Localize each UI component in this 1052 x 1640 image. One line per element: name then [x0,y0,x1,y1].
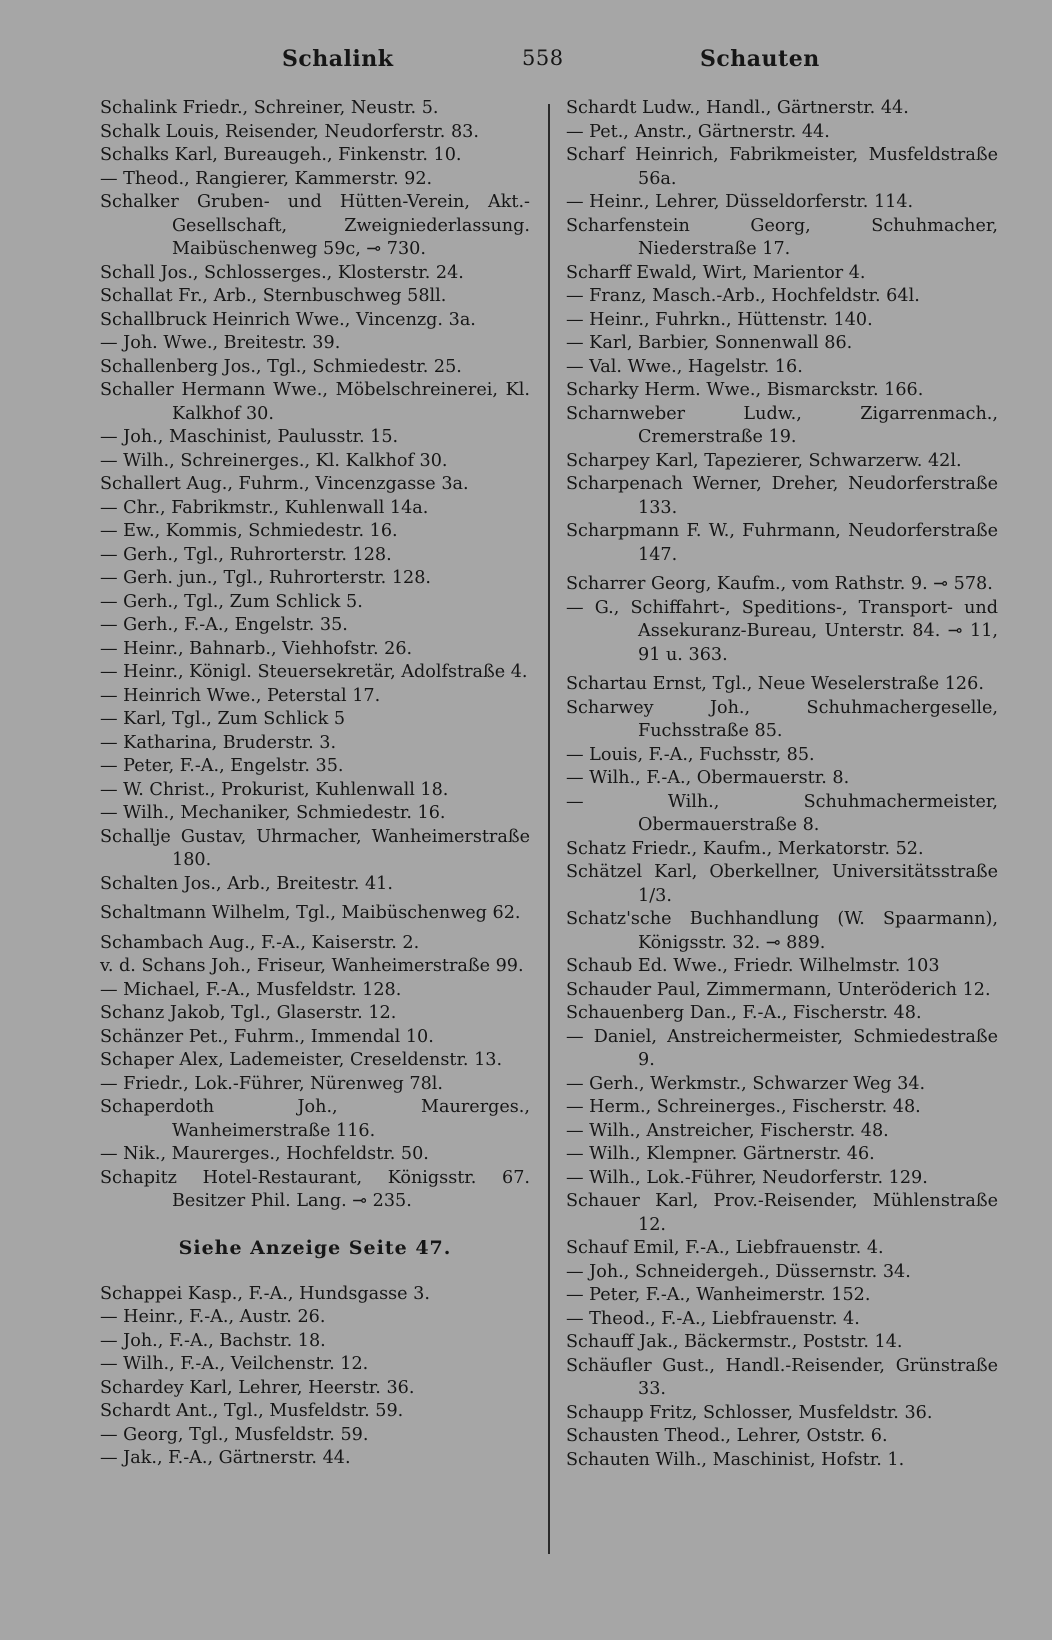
directory-entry: Schallje Gustav, Uhrmacher, Wanheimerstraße 180. [100,826,530,870]
directory-entry: Schambach Aug., F.-A., Kaiserstr. 2. [100,932,420,953]
directory-entry: Scharwey Joh., Schuhmachergeselle, Fuchsstraße 85. [566,697,998,741]
directory-entry: Schänzer Pet., Fuhrm., Immendal 10. [100,1026,434,1047]
directory-entry: Schallenberg Jos., Tgl., Schmiedestr. 25. [100,356,462,377]
directory-entry: — Jak., F.-A., Gärtnerstr. 44. [100,1448,351,1468]
directory-entry: Schauff Jak., Bäckermstr., Poststr. 14. [566,1332,903,1352]
directory-entry: Schalten Jos., Arb., Breitestr. 41. [100,873,393,894]
directory-entry: Scharf Heinrich, Fabrikmeister, Musfeldstraße 56a. [566,145,998,189]
directory-entry: — Heinr., Königl. Steuersekretär, Adolfstraße 4. [100,662,528,682]
directory-entry: Schauf Emil, F.-A., Liebfrauenstr. 4. [566,1238,884,1258]
directory-entry: Scharpmann F. W., Fuhrmann, Neudorferstraße 147. [566,521,998,565]
directory-entry: — Peter, F.-A., Wanheimerstr. 152. [566,1285,871,1305]
directory-entry: — Joh., Schneidergeh., Düssernstr. 34. [566,1261,911,1282]
directory-entry: — Pet., Anstr., Gärtnerstr. 44. [566,121,830,142]
directory-entry: — Heinr., Fuhrkn., Hüttenstr. 140. [566,309,873,330]
directory-entry: — Joh., F.-A., Bachstr. 18. [100,1330,326,1351]
directory-entry: — Daniel, Anstreichermeister, Schmiedestraße 9. [566,1026,998,1070]
directory-entry: Schardt Ludw., Handl., Gärtnerstr. 44. [566,98,909,118]
directory-entry: — Heinrich Wwe., Peterstal 17. [100,685,381,706]
directory-entry: Schardey Karl, Lehrer, Heerstr. 36. [100,1377,415,1398]
directory-entry: Scharky Herm. Wwe., Bismarckstr. 166. [566,380,924,400]
directory-entry: Scharff Ewald, Wirt, Marientor 4. [566,262,866,283]
directory-entry: Schaub Ed. Wwe., Friedr. Wilhelmstr. 103 [566,956,940,976]
directory-entry: Schardt Ant., Tgl., Musfeldstr. 59. [100,1401,404,1421]
directory-entry: — Wilh., Lok.-Führer, Neudorferstr. 129. [566,1167,928,1188]
directory-entry: — Heinr., Bahnarb., Viehhofstr. 26. [100,638,413,659]
directory-entry: Schaperdoth Joh., Maurerges., Wanheimerstraße 116. [100,1097,530,1141]
advertisement-notice: Siehe Anzeige Seite 47. [178,1236,452,1259]
directory-entry: — Peter, F.-A., Engelstr. 35. [100,756,344,776]
directory-entry: Schaupp Fritz, Schlosser, Musfeldstr. 36. [566,1402,933,1423]
directory-entry: — Val. Wwe., Hagelstr. 16. [566,356,803,377]
directory-entry: — Friedr., Lok.-Führer, Nürenweg 78l. [100,1073,443,1094]
directory-entry: Schatz Friedr., Kaufm., Merkatorstr. 52. [566,838,924,859]
directory-entry: — Joh., Maschinist, Paulusstr. 15. [100,427,399,447]
directory-entry: — Louis, F.-A., Fuchsstr, 85. [566,744,815,765]
directory-entry: — Gerh. jun., Tgl., Ruhrorterstr. 128. [100,568,432,588]
directory-entry: Schalker Gruben- und Hütten-Verein, Akt.-Gesellschaft, Zweigniederlassung. Maibüschenweg 59c, ⊸ 730. [100,192,530,259]
directory-entry: Schallert Aug., Fuhrm., Vincenzgasse 3a. [100,474,469,494]
directory-entry: Scharpey Karl, Tapezierer, Schwarzerw. 42l. [566,450,962,471]
directory-entry: Schauten Wilh., Maschinist, Hofstr. 1. [566,1449,905,1470]
directory-entry: — Joh. Wwe., Breitestr. 39. [100,333,341,353]
directory-entry: — Michael, F.-A., Musfeldstr. 128. [100,979,402,1000]
directory-entry: — W. Christ., Prokurist, Kuhlenwall 18. [100,779,449,800]
directory-entry: Schall Jos., Schlosserges., Klosterstr. 24. [100,262,464,283]
directory-entry: Schapitz Hotel-Restaurant, Königsstr. 67. Besitzer Phil. Lang. ⊸ 235. [100,1167,530,1211]
directory-entry: Scharnweber Ludw., Zigarrenmach., Cremerstraße 19. [566,403,998,447]
directory-entry: — Wilh., F.-A., Veilchenstr. 12. [100,1354,369,1374]
directory-entry: Schausten Theod., Lehrer, Oststr. 6. [566,1426,888,1446]
directory-entry: — Wilh., Mechaniker, Schmiedestr. 16. [100,803,446,823]
directory-entry: — Chr., Fabrikmstr., Kuhlenwall 14a. [100,497,429,518]
directory-entry: Schauder Paul, Zimmermann, Unteröderich 12. [566,979,991,1000]
header-left-keyword: Schalink [282,46,394,72]
directory-entry: Schallat Fr., Arb., Sternbuschweg 58ll. [100,286,447,306]
directory-entry: — G., Schiffahrt-, Speditions-, Transport- und Assekuranz-Bureau, Unterstr. 84. ⊸ 11, 91 u. 363. [566,597,998,665]
left-column [100,97,530,1471]
column-divider [548,104,550,1554]
directory-entry: Schaltmann Wilhelm, Tgl., Maibüschenweg 62. [100,903,521,923]
directory-entry: — Katharina, Bruderstr. 3. [100,732,337,753]
directory-entry: Scharrer Georg, Kaufm., vom Rathstr. 9. ⊸ 578. [566,574,993,594]
directory-entry: Schalk Louis, Reisender, Neudorferstr. 83. [100,121,479,142]
directory-entry: Schaller Hermann Wwe., Möbelschreinerei, Kl. Kalkhof 30. [100,380,530,424]
directory-entry: — Ew., Kommis, Schmiedestr. 16. [100,521,398,541]
directory-entry: — Gerh., Werkmstr., Schwarzer Weg 34. [566,1073,926,1094]
directory-entry: — Georg, Tgl., Musfeldstr. 59. [100,1424,369,1445]
directory-entry: Schappei Kasp., F.-A., Hundsgasse 3. [100,1283,430,1304]
directory-entry: — Heinr., F.-A., Austr. 26. [100,1307,326,1327]
directory-entry: Schalink Friedr., Schreiner, Neustr. 5. [100,98,439,118]
directory-entry: — Gerh., Tgl., Ruhrorterstr. 128. [100,544,392,565]
directory-entry: — Theod., Rangierer, Kammerstr. 92. [100,168,433,189]
directory-entry: — Gerh., Tgl., Zum Schlick 5. [100,591,363,612]
directory-entry: Schäufler Gust., Handl.-Reisender, Grünstraße 33. [566,1355,998,1399]
right-column [566,97,998,1472]
directory-entry: — Karl, Barbier, Sonnenwall 86. [566,333,853,353]
directory-entry: Schätzel Karl, Oberkellner, Universitätsstraße 1/3. [566,862,998,906]
directory-entry: — Gerh., F.-A., Engelstr. 35. [100,615,348,635]
directory-entry: Schartau Ernst, Tgl., Neue Weselerstraße 126. [566,674,984,694]
directory-entry: Schaper Alex, Lademeister, Creseldenstr. 13. [100,1050,503,1070]
directory-entry: — Heinr., Lehrer, Düsseldorferstr. 114. [566,192,914,212]
directory-entry: Schauer Karl, Prov.-Reisender, Mühlenstraße 12. [566,1191,998,1235]
directory-entry: — Wilh., Schreinerges., Kl. Kalkhof 30. [100,450,448,471]
directory-entry: Schauenberg Dan., F.-A., Fischerstr. 48. [566,1003,922,1023]
directory-entry: — Wilh., Schuhmachermeister, Obermauerstraße 8. [566,791,998,835]
directory-entry: — Karl, Tgl., Zum Schlick 5 [100,709,346,729]
directory-entry: Schanz Jakob, Tgl., Glaserstr. 12. [100,1003,397,1023]
page-number: 558 [522,46,564,70]
directory-entry: — Wilh., Anstreicher, Fischerstr. 48. [566,1120,889,1141]
header-right-keyword: Schauten [700,46,820,72]
directory-entry: Scharpenach Werner, Dreher, Neudorferstraße 133. [566,474,998,518]
directory-entry: v. d. Schans Joh., Friseur, Wanheimerstraße 99. [100,956,524,976]
directory-entry: — Theod., F.-A., Liebfrauenstr. 4. [566,1308,860,1329]
directory-entry: — Franz, Masch.-Arb., Hochfeldstr. 64l. [566,286,920,306]
directory-entry: — Wilh., F.-A., Obermauerstr. 8. [566,768,850,788]
directory-entry: Schallbruck Heinrich Wwe., Vincenzg. 3a. [100,309,476,330]
directory-entry: Schalks Karl, Bureaugeh., Finkenstr. 10. [100,145,462,165]
directory-entry: Scharfenstein Georg, Schuhmacher, Niederstraße 17. [566,215,998,259]
directory-entry: — Herm., Schreinerges., Fischerstr. 48. [566,1097,921,1117]
directory-entry: — Nik., Maurerges., Hochfeldstr. 50. [100,1144,429,1164]
directory-entry: Schatz'sche Buchhandlung (W. Spaarmann), Königsstr. 32. ⊸ 889. [566,909,998,953]
directory-entry: — Wilh., Klempner. Gärtnerstr. 46. [566,1144,875,1164]
